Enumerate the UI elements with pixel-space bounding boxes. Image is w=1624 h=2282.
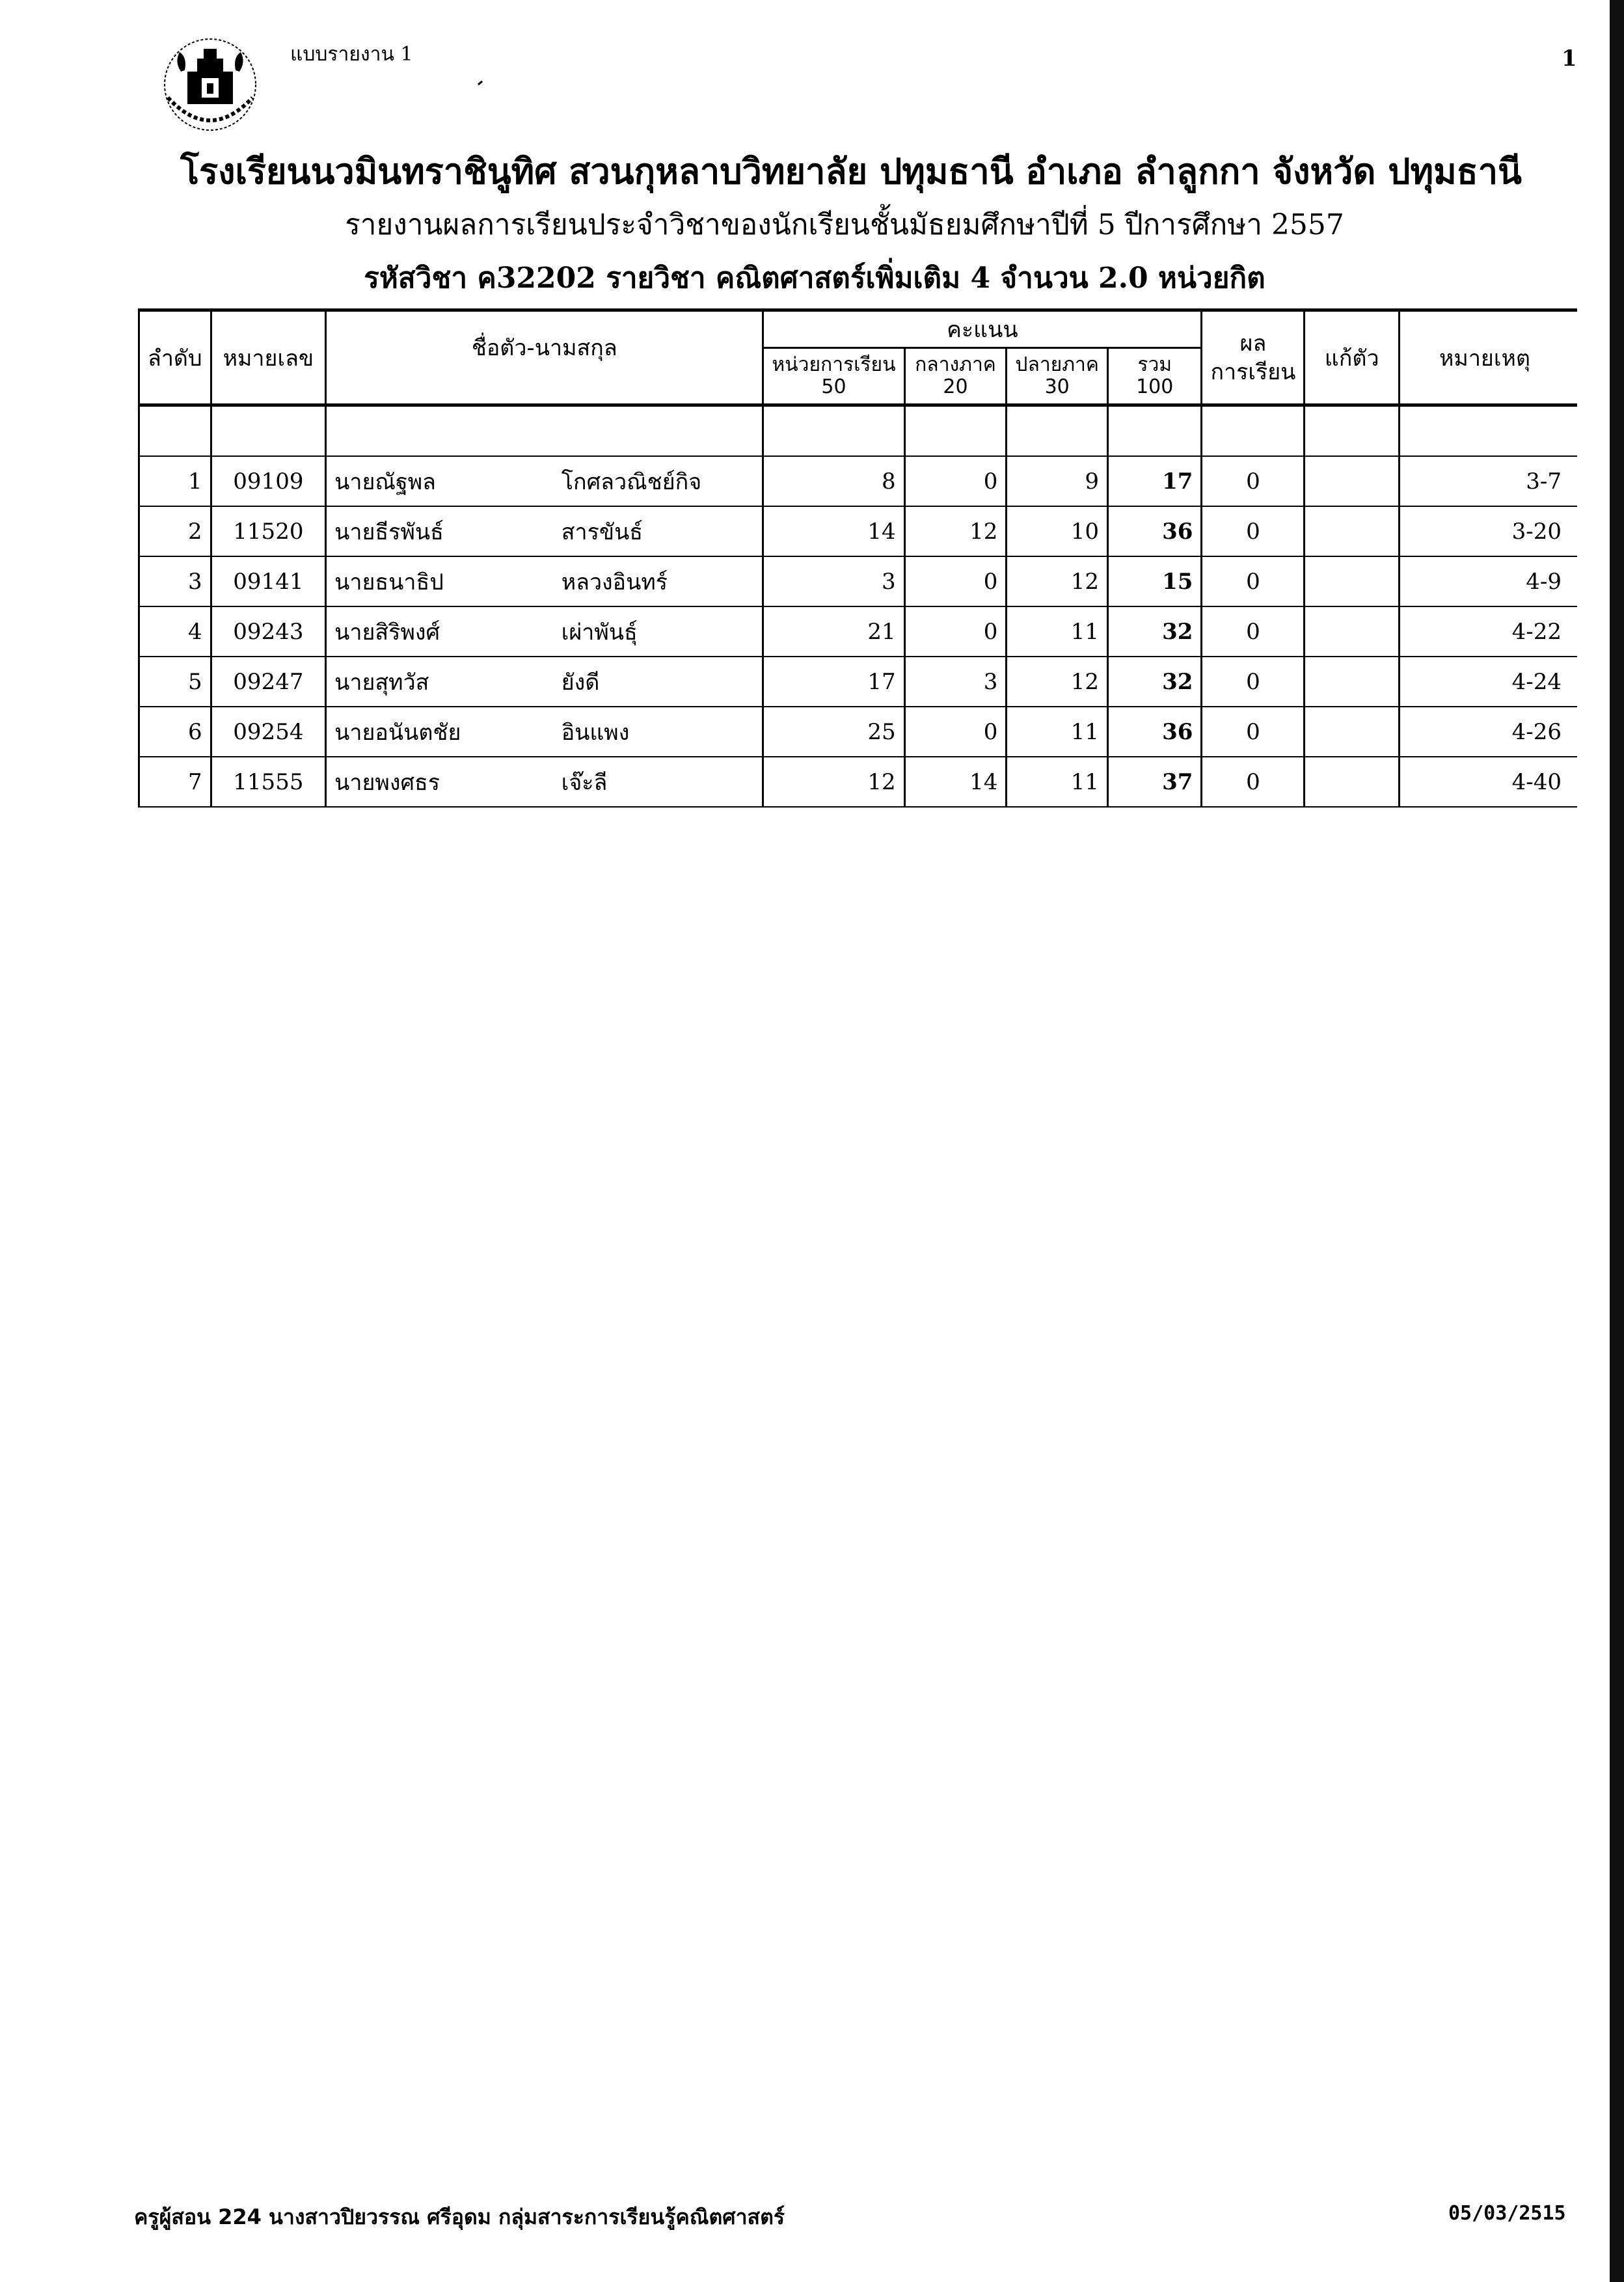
row-last-name: เผ่าพันธุ์ xyxy=(554,606,763,657)
row-total-score: 36 xyxy=(1107,707,1201,757)
row-index: 1 xyxy=(139,456,211,506)
course-title: รหัสวิชา ค32202 รายวิชา คณิตศาสตร์เพิ่มเติม 4 จำนวน 2.0 หน่วยกิต xyxy=(364,262,1265,295)
report-date: 05/03/2515 xyxy=(1448,2202,1566,2225)
row-midterm-score: 0 xyxy=(904,606,1007,657)
row-revise xyxy=(1305,556,1400,606)
row-total-score: 15 xyxy=(1107,556,1201,606)
table-row xyxy=(139,707,1578,757)
row-total-score: 17 xyxy=(1107,456,1201,506)
header-unit-max: 50 xyxy=(821,375,846,398)
row-student-id: 09254 xyxy=(211,707,326,757)
row-student-id: 09141 xyxy=(211,556,326,606)
row-final-score: 12 xyxy=(1007,556,1108,606)
row-result: 0 xyxy=(1202,456,1305,506)
row-index: 7 xyxy=(139,757,211,807)
header-result-line1: ผล xyxy=(1239,330,1267,357)
row-note: 4-24 xyxy=(1399,657,1577,707)
row-total-score: 37 xyxy=(1107,757,1201,807)
header-scores: คะแนน xyxy=(763,310,1202,348)
row-note: 4-26 xyxy=(1399,707,1577,757)
row-final-score: 10 xyxy=(1007,506,1108,556)
row-last-name: เจ๊ะลี xyxy=(554,757,763,807)
school-crest-icon xyxy=(142,33,278,137)
row-midterm-score: 12 xyxy=(904,506,1007,556)
row-revise xyxy=(1305,657,1400,707)
row-student-id: 09243 xyxy=(211,606,326,657)
row-revise xyxy=(1305,707,1400,757)
header-result xyxy=(1202,310,1305,405)
row-first-name: นายสุทวัส xyxy=(326,657,554,707)
school-title: โรงเรียนนวมินทราชินูทิศ สวนกุหลาบวิทยาลัย ปทุมธานี อำเภอ ลำลูกกา จังหวัด ปทุมธานี xyxy=(180,150,1522,192)
row-final-score: 9 xyxy=(1007,456,1108,506)
row-unit-score: 17 xyxy=(763,657,904,707)
row-first-name: นายสิริพงศ์ xyxy=(326,606,554,657)
row-last-name: สารขันธ์ xyxy=(554,506,763,556)
row-index: 6 xyxy=(139,707,211,757)
header-revise: แก้ตัว xyxy=(1305,310,1400,405)
row-midterm-score: 14 xyxy=(904,757,1007,807)
row-unit-score: 3 xyxy=(763,556,904,606)
row-result: 0 xyxy=(1202,707,1305,757)
row-result: 0 xyxy=(1202,657,1305,707)
form-label: แบบรายงาน 1 xyxy=(290,43,413,66)
header-final xyxy=(1007,348,1108,405)
header-total-label: รวม xyxy=(1137,353,1172,376)
row-first-name: นายธนาธิป xyxy=(326,556,554,606)
row-midterm-score: 3 xyxy=(904,657,1007,707)
row-last-name: อินแพง xyxy=(554,707,763,757)
row-result: 0 xyxy=(1202,757,1305,807)
row-last-name: หลวงอินทร์ xyxy=(554,556,763,606)
row-student-id: 11555 xyxy=(211,757,326,807)
row-result: 0 xyxy=(1202,506,1305,556)
header-midterm-max: 20 xyxy=(943,375,968,398)
row-unit-score: 21 xyxy=(763,606,904,657)
table-spacer xyxy=(139,405,1578,457)
row-note: 4-9 xyxy=(1399,556,1577,606)
row-note: 4-22 xyxy=(1399,606,1577,657)
header-unit xyxy=(763,348,904,405)
table-row xyxy=(139,657,1578,707)
row-midterm-score: 0 xyxy=(904,556,1007,606)
header-index: ลำดับ xyxy=(139,310,211,405)
page-number: 1 xyxy=(1562,46,1577,72)
header-midterm-label: กลางภาค xyxy=(915,353,996,376)
row-revise xyxy=(1305,456,1400,506)
header-final-label: ปลายภาค xyxy=(1015,353,1099,376)
report-title: รายงานผลการเรียนประจำวิชาของนักเรียนชั้นมัธยมศึกษาปีที่ 5 ปีการศึกษา 2557 xyxy=(345,208,1344,241)
table-row xyxy=(139,506,1578,556)
header-note: หมายเหตุ xyxy=(1399,310,1577,405)
row-first-name: นายธีรพันธ์ xyxy=(326,506,554,556)
row-unit-score: 12 xyxy=(763,757,904,807)
header-result-line2: การเรียน xyxy=(1210,359,1296,385)
header-midterm xyxy=(904,348,1007,405)
row-final-score: 11 xyxy=(1007,707,1108,757)
row-midterm-score: 0 xyxy=(904,707,1007,757)
row-last-name: โกศลวณิชย์กิจ xyxy=(554,456,763,506)
row-student-id: 09109 xyxy=(211,456,326,506)
row-index: 5 xyxy=(139,657,211,707)
row-total-score: 32 xyxy=(1107,657,1201,707)
row-index: 2 xyxy=(139,506,211,556)
row-final-score: 12 xyxy=(1007,657,1108,707)
row-last-name: ยังดี xyxy=(554,657,763,707)
row-student-id: 09247 xyxy=(211,657,326,707)
row-final-score: 11 xyxy=(1007,606,1108,657)
row-result: 0 xyxy=(1202,606,1305,657)
row-result: 0 xyxy=(1202,556,1305,606)
row-revise xyxy=(1305,757,1400,807)
header-total-max: 100 xyxy=(1136,375,1174,398)
scan-edge xyxy=(1610,0,1624,2282)
row-unit-score: 8 xyxy=(763,456,904,506)
row-first-name: นายณัฐพล xyxy=(326,456,554,506)
row-final-score: 11 xyxy=(1007,757,1108,807)
grades-table xyxy=(138,308,1577,808)
teacher-line: ครูผู้สอน 224 นางสาวปิยวรรณ ศรีอุดม กลุ่มสาระการเรียนรู้คณิตศาสตร์ xyxy=(134,2205,785,2229)
row-first-name: นายพงศธร xyxy=(326,757,554,807)
row-first-name: นายอนันตชัย xyxy=(326,707,554,757)
row-total-score: 36 xyxy=(1107,506,1201,556)
row-note: 4-40 xyxy=(1399,757,1577,807)
row-index: 3 xyxy=(139,556,211,606)
header-unit-label: หน่วยการเรียน xyxy=(772,353,896,376)
row-unit-score: 14 xyxy=(763,506,904,556)
table-row xyxy=(139,757,1578,807)
row-note: 3-20 xyxy=(1399,506,1577,556)
table-row xyxy=(139,456,1578,506)
stray-mark xyxy=(478,81,483,85)
table-row xyxy=(139,606,1578,657)
header-student-id: หมายเลข xyxy=(211,310,326,405)
row-midterm-score: 0 xyxy=(904,456,1007,506)
row-total-score: 32 xyxy=(1107,606,1201,657)
table-row xyxy=(139,556,1578,606)
row-unit-score: 25 xyxy=(763,707,904,757)
row-revise xyxy=(1305,606,1400,657)
row-student-id: 11520 xyxy=(211,506,326,556)
row-index: 4 xyxy=(139,606,211,657)
row-revise xyxy=(1305,506,1400,556)
row-note: 3-7 xyxy=(1399,456,1577,506)
header-name: ชื่อตัว-นามสกุล xyxy=(326,310,763,405)
header-total xyxy=(1107,348,1201,405)
header-final-max: 30 xyxy=(1044,375,1070,398)
